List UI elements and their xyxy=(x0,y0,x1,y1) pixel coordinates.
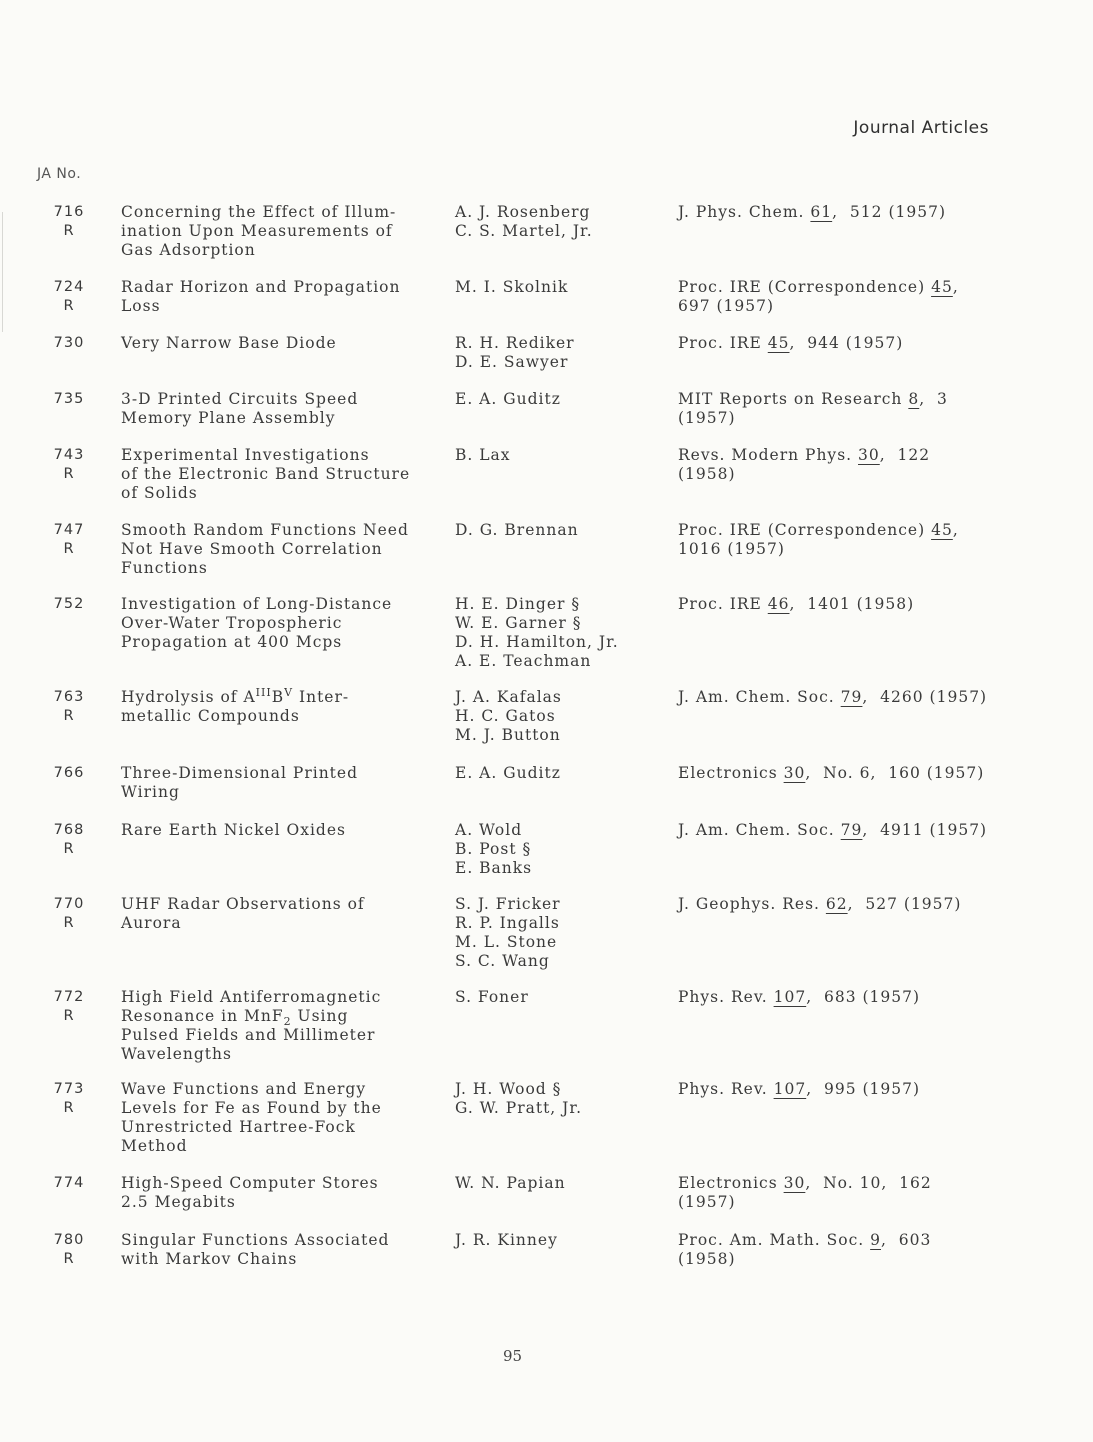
article-title-line xyxy=(121,1231,441,1250)
page-number: 95 xyxy=(502,1347,523,1365)
journal-reference xyxy=(678,521,998,559)
reference-text: Phys. Rev. xyxy=(678,988,774,1006)
title-text: ination Upon Measurements of xyxy=(121,222,393,240)
reference-line xyxy=(678,1174,998,1193)
article-title-line xyxy=(121,446,441,465)
author-name: M. L. Stone xyxy=(455,933,558,951)
ja-number xyxy=(52,821,86,859)
reference-text: , 683 (1957) xyxy=(806,988,921,1006)
reference-text: (1958) xyxy=(678,1250,736,1268)
reference-text: , 944 (1957) xyxy=(789,334,904,352)
ja-number-line: 780 xyxy=(53,1232,85,1248)
journal-reference xyxy=(678,595,998,614)
reference-text: Proc. Am. Math. Soc. xyxy=(678,1231,871,1249)
reference-text: 697 (1957) xyxy=(678,297,775,315)
author-name: C. S. Martel, Jr. xyxy=(455,222,593,240)
ja-number-line: 763 xyxy=(53,689,85,705)
ja-number-column-label: JA No. xyxy=(37,166,82,182)
title-subscript: 2 xyxy=(283,1015,292,1029)
author-name: S. C. Wang xyxy=(455,952,550,970)
ja-number-line: R xyxy=(63,1100,75,1116)
reference-line xyxy=(678,521,998,540)
journal-reference xyxy=(678,1231,998,1269)
author-name: A. E. Teachman xyxy=(455,652,592,670)
reference-text: , No. 6, 160 (1957) xyxy=(805,764,985,782)
article-title xyxy=(121,1231,441,1269)
ja-number-line: 774 xyxy=(53,1175,85,1191)
article-authors xyxy=(455,595,665,671)
journal-reference xyxy=(678,446,998,484)
volume-number: 30 xyxy=(858,446,880,464)
reference-line xyxy=(678,278,998,297)
volume-number: 30 xyxy=(783,1174,806,1192)
article-title xyxy=(121,1080,441,1156)
reference-text: J. Phys. Chem. xyxy=(678,203,811,221)
article-title-line xyxy=(121,988,441,1007)
title-text: 3-D Printed Circuits Speed xyxy=(121,390,359,408)
title-text: Loss xyxy=(121,297,161,315)
article-title-line xyxy=(121,521,441,540)
article-title-line xyxy=(121,633,441,652)
reference-line xyxy=(678,540,998,559)
author-name: A. Wold xyxy=(455,821,523,839)
reference-text: 1016 (1957) xyxy=(678,540,785,558)
title-text: 2.5 Megabits xyxy=(121,1193,236,1211)
title-text: Wavelengths xyxy=(121,1045,232,1063)
journal-reference xyxy=(678,1174,998,1212)
journal-reference xyxy=(678,334,998,353)
ja-number xyxy=(52,278,86,316)
reference-line xyxy=(678,1080,998,1099)
volume-number: 45 xyxy=(767,334,790,352)
ja-number-line: R xyxy=(63,915,75,931)
reference-text: MIT Reports on Research xyxy=(678,390,909,408)
reference-text: , 603 xyxy=(881,1231,932,1249)
ja-number-line: R xyxy=(63,466,75,482)
reference-text: , 512 (1957) xyxy=(832,203,946,221)
reference-text: Proc. IRE xyxy=(678,595,768,613)
article-title-line xyxy=(121,1174,441,1193)
article-title-line xyxy=(121,390,441,409)
article-title-line xyxy=(121,685,441,707)
ja-number xyxy=(52,203,86,241)
ja-number-line: R xyxy=(63,541,75,557)
article-title-line xyxy=(121,764,441,783)
author-name: M. I. Skolnik xyxy=(455,278,569,296)
article-title-line xyxy=(121,707,441,726)
author-name: S. Foner xyxy=(455,988,529,1006)
article-title-line xyxy=(121,1137,441,1156)
journal-reference xyxy=(678,390,998,428)
article-title-line xyxy=(121,1080,441,1099)
reference-line xyxy=(678,297,998,316)
ja-number-line: 772 xyxy=(53,989,85,1005)
author-name: E. A. Guditz xyxy=(455,764,561,782)
ja-number-line: 730 xyxy=(53,335,85,351)
title-text: Levels for Fe as Found by the xyxy=(121,1099,382,1117)
title-text: Aurora xyxy=(121,914,182,932)
article-title-line xyxy=(121,783,441,802)
reference-text: (1957) xyxy=(678,1193,736,1211)
author-name: S. J. Fricker xyxy=(455,895,561,913)
author-name: R. H. Rediker xyxy=(455,334,575,352)
volume-number: 61 xyxy=(810,203,833,221)
article-authors xyxy=(455,390,665,409)
journal-reference xyxy=(678,764,998,783)
author-name: G. W. Pratt, Jr. xyxy=(455,1099,582,1117)
article-authors xyxy=(455,446,665,465)
ja-number-line: 747 xyxy=(53,522,85,538)
article-title xyxy=(121,988,441,1064)
reference-line xyxy=(678,1231,998,1250)
ja-number xyxy=(52,334,86,353)
page-header: Journal Articles xyxy=(853,118,989,138)
author-name: H. C. Gatos xyxy=(455,707,556,725)
journal-reference xyxy=(678,895,998,914)
article-title-line xyxy=(121,821,441,840)
volume-number: 107 xyxy=(773,1080,807,1098)
title-text: B xyxy=(271,688,285,706)
ja-number xyxy=(52,688,86,726)
author-name: D. E. Sawyer xyxy=(455,353,569,371)
article-title-line xyxy=(121,914,441,933)
ja-number-line: R xyxy=(63,298,75,314)
article-title-line xyxy=(121,465,441,484)
ja-number xyxy=(52,764,86,783)
title-text: Wiring xyxy=(121,783,180,801)
article-authors xyxy=(455,895,665,971)
article-title xyxy=(121,895,441,933)
article-title-line xyxy=(121,614,441,633)
article-authors xyxy=(455,1174,665,1193)
ja-number xyxy=(52,390,86,409)
ja-number-line: 716 xyxy=(53,204,85,220)
reference-line xyxy=(678,821,998,840)
title-text: Not Have Smooth Correlation xyxy=(121,540,383,558)
ja-number-line: R xyxy=(63,1008,75,1024)
volume-number: 107 xyxy=(773,988,807,1006)
article-authors xyxy=(455,1080,665,1118)
reference-line xyxy=(678,409,998,428)
title-text: Method xyxy=(121,1137,188,1155)
reference-line xyxy=(678,1193,998,1212)
ja-number xyxy=(52,895,86,933)
title-text: of Solids xyxy=(121,484,198,502)
article-title xyxy=(121,334,441,353)
author-name: J. A. Kafalas xyxy=(455,688,562,706)
title-text: with Markov Chains xyxy=(121,1250,298,1268)
ja-number-line: 768 xyxy=(53,822,85,838)
article-authors xyxy=(455,521,665,540)
article-title-line xyxy=(121,1007,441,1029)
reference-line xyxy=(678,465,998,484)
article-title-line xyxy=(121,334,441,353)
author-name: W. E. Garner § xyxy=(455,614,582,632)
reference-text: , xyxy=(952,278,959,296)
article-authors xyxy=(455,821,665,878)
ja-number-line: 752 xyxy=(53,596,85,612)
reference-line xyxy=(678,334,998,353)
ja-number-line: 735 xyxy=(53,391,85,407)
volume-number: 62 xyxy=(825,895,848,913)
author-name: D. H. Hamilton, Jr. xyxy=(455,633,619,651)
title-text: Three-Dimensional Printed xyxy=(121,764,359,782)
reference-text: , 1401 (1958) xyxy=(789,595,915,613)
article-title xyxy=(121,764,441,802)
ja-number-line: 773 xyxy=(53,1081,85,1097)
article-title-line xyxy=(121,1045,441,1064)
reference-text: Electronics xyxy=(678,764,784,782)
ja-number xyxy=(52,446,86,484)
title-text: Resonance in MnF xyxy=(121,1007,284,1025)
volume-number: 46 xyxy=(767,595,790,613)
article-title xyxy=(121,1174,441,1212)
volume-number: 30 xyxy=(783,764,806,782)
journal-reference xyxy=(678,278,998,316)
article-title-line xyxy=(121,1193,441,1212)
volume-number: 79 xyxy=(840,821,863,839)
article-title-line xyxy=(121,1099,441,1118)
reference-text: , 995 (1957) xyxy=(806,1080,921,1098)
article-title-line xyxy=(121,484,441,503)
reference-line xyxy=(678,764,998,783)
reference-text: J. Am. Chem. Soc. xyxy=(678,688,841,706)
title-text: Rare Earth Nickel Oxides xyxy=(121,821,346,839)
reference-line xyxy=(678,688,998,707)
title-text: Over-Water Tropospheric xyxy=(121,614,343,632)
article-title xyxy=(121,821,441,840)
author-name: J. H. Wood § xyxy=(455,1080,562,1098)
article-title-line xyxy=(121,241,441,260)
ja-number xyxy=(52,1174,86,1193)
author-name: M. J. Button xyxy=(455,726,561,744)
reference-line xyxy=(678,895,998,914)
title-text: metallic Compounds xyxy=(121,707,300,725)
ja-number-line: R xyxy=(63,841,75,857)
title-text: Smooth Random Functions Need xyxy=(121,521,409,539)
title-superscript: III xyxy=(255,685,272,699)
reference-line xyxy=(678,1250,998,1269)
ja-number-line: 724 xyxy=(53,279,85,295)
reference-text: Revs. Modern Phys. xyxy=(678,446,859,464)
article-title-line xyxy=(121,895,441,914)
reference-text: Proc. IRE xyxy=(678,334,768,352)
title-text: Very Narrow Base Diode xyxy=(121,334,337,352)
article-title-line xyxy=(121,559,441,578)
author-name: J. R. Kinney xyxy=(455,1231,558,1249)
journal-reference xyxy=(678,203,998,222)
reference-line xyxy=(678,446,998,465)
ja-number xyxy=(52,988,86,1026)
reference-line xyxy=(678,203,998,222)
title-text: Wave Functions and Energy xyxy=(121,1080,367,1098)
article-title-line xyxy=(121,203,441,222)
title-text: Pulsed Fields and Millimeter xyxy=(121,1026,376,1044)
author-name: E. Banks xyxy=(455,859,533,877)
reference-text: Electronics xyxy=(678,1174,784,1192)
article-title-line xyxy=(121,278,441,297)
reference-text: , 4911 (1957) xyxy=(862,821,988,839)
title-text: Functions xyxy=(121,559,208,577)
title-text: High-Speed Computer Stores xyxy=(121,1174,379,1192)
ja-number xyxy=(52,1080,86,1118)
volume-number: 8 xyxy=(908,390,920,408)
title-text: Investigation of Long-Distance xyxy=(121,595,393,613)
article-title xyxy=(121,685,441,726)
article-authors xyxy=(455,764,665,783)
title-text: High Field Antiferromagnetic xyxy=(121,988,382,1006)
reference-line xyxy=(678,390,998,409)
title-text: Inter- xyxy=(293,688,350,706)
reference-text: , 122 xyxy=(879,446,931,464)
author-name: D. G. Brennan xyxy=(455,521,579,539)
article-authors xyxy=(455,203,665,241)
journal-reference xyxy=(678,1080,998,1099)
author-name: H. E. Dinger § xyxy=(455,595,581,613)
title-text: Memory Plane Assembly xyxy=(121,409,336,427)
author-name: A. J. Rosenberg xyxy=(455,203,591,221)
journal-reference xyxy=(678,988,998,1007)
reference-line xyxy=(678,595,998,614)
ja-number-line: 770 xyxy=(53,896,85,912)
title-text: Concerning the Effect of Illum- xyxy=(121,203,397,221)
reference-text: , xyxy=(952,521,959,539)
article-authors xyxy=(455,278,665,297)
volume-number: 79 xyxy=(840,688,863,706)
article-title-line xyxy=(121,540,441,559)
author-name: B. Lax xyxy=(455,446,511,464)
journal-reference xyxy=(678,821,998,840)
title-text: Using xyxy=(291,1007,349,1025)
reference-text: J. Geophys. Res. xyxy=(678,895,826,913)
reference-text: , 4260 (1957) xyxy=(862,688,988,706)
article-authors xyxy=(455,988,665,1007)
volume-number: 45 xyxy=(931,521,953,539)
reference-text: , 527 (1957) xyxy=(847,895,962,913)
article-authors xyxy=(455,688,665,745)
reference-text: , No. 10, 162 xyxy=(805,1174,932,1192)
article-title-line xyxy=(121,1118,441,1137)
title-text: of the Electronic Band Structure xyxy=(121,465,411,483)
article-authors xyxy=(455,1231,665,1250)
ja-number xyxy=(52,1231,86,1269)
reference-text: , 3 xyxy=(919,390,948,408)
ja-number xyxy=(52,521,86,559)
author-name: B. Post § xyxy=(455,840,532,858)
volume-number: 45 xyxy=(931,278,953,296)
title-text: UHF Radar Observations of xyxy=(121,895,365,913)
title-text: Experimental Investigations xyxy=(121,446,370,464)
article-title-line xyxy=(121,595,441,614)
ja-number xyxy=(52,595,86,614)
reference-text: Proc. IRE (Correspondence) xyxy=(678,278,932,296)
reference-text: J. Am. Chem. Soc. xyxy=(678,821,841,839)
article-title-line xyxy=(121,297,441,316)
article-title xyxy=(121,278,441,316)
volume-number: 9 xyxy=(870,1231,881,1249)
reference-text: Proc. IRE (Correspondence) xyxy=(678,521,932,539)
article-title-line xyxy=(121,1026,441,1045)
article-title-line xyxy=(121,222,441,241)
article-authors xyxy=(455,334,665,372)
title-text: Singular Functions Associated xyxy=(121,1231,390,1249)
ja-number-line: R xyxy=(63,708,75,724)
author-name: R. P. Ingalls xyxy=(455,914,560,932)
ja-number-line: 743 xyxy=(53,447,85,463)
journal-reference xyxy=(678,688,998,707)
title-text: Gas Adsorption xyxy=(121,241,256,259)
ja-number-line: R xyxy=(63,223,75,239)
title-text: Radar Horizon and Propagation xyxy=(121,278,401,296)
title-text: Hydrolysis of A xyxy=(121,688,256,706)
ja-number-line: 766 xyxy=(53,765,85,781)
article-title xyxy=(121,390,441,428)
article-title xyxy=(121,521,441,578)
reference-text: (1958) xyxy=(678,465,736,483)
article-title-line xyxy=(121,409,441,428)
reference-text: Phys. Rev. xyxy=(678,1080,774,1098)
article-title-line xyxy=(121,1250,441,1269)
reference-text: (1957) xyxy=(678,409,736,427)
reference-line xyxy=(678,988,998,1007)
title-superscript: V xyxy=(284,685,294,699)
article-title xyxy=(121,446,441,503)
title-text: Propagation at 400 Mcps xyxy=(121,633,343,651)
author-name: W. N. Papian xyxy=(455,1174,566,1192)
title-text: Unrestricted Hartree-Fock xyxy=(121,1118,356,1136)
ja-number-line: R xyxy=(63,1251,75,1267)
article-title xyxy=(121,203,441,260)
author-name: E. A. Guditz xyxy=(455,390,561,408)
article-title xyxy=(121,595,441,652)
